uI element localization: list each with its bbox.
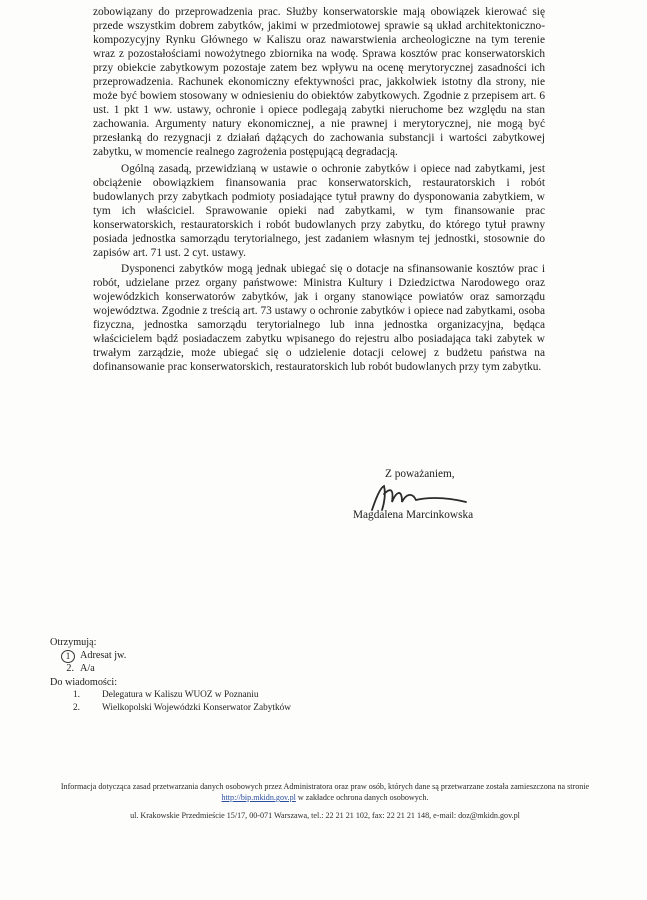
bip-link[interactable]: http://bip.mkidn.gov.pl <box>221 793 296 802</box>
recipient-number-circled: 1 <box>61 650 75 663</box>
closing-salutation: Z poważaniem, <box>385 468 455 480</box>
cc-number: 1. <box>73 690 80 700</box>
cc-text: Delegatura w Kaliszu WUOZ w Poznaniu <box>102 690 259 700</box>
recipients-list <box>50 649 291 675</box>
cc-text: Wielkopolski Wojewódzki Konserwator Zabytków <box>102 703 291 713</box>
recipient-text: A/a <box>80 663 95 674</box>
recipient-item <box>50 662 291 675</box>
cc-item <box>50 702 291 715</box>
paragraph-3: Dysponenci zabytków mogą jednak ubiegać się o dotacje na sfinansowanie kosztów prac i robót, udzielane przez organy państwowe: Ministra Kultury i Dziedzictwa Narodowego oraz wojewódzkich konserwatorów zabytków, jak i organy stanowiące powiatów oraz samorządu województwa. Zgodnie z treścią art. 73 ustawy o ochronie zabytków i opiece nad zabytkami, osoba fizyczna, jednostka samorządu terytorialnego lub inna jednostka organizacyjna, będąca właścicielem bądź posiadaczem zabytku wpisanego do rejestru albo posiadająca taki zabytek w trwałym zarządzie, może ubiegać się o udzielenie dotacji celowej z budżetu państwa na dofinansowanie prac konserwatorskich, restauratorskich lub robót budowlanych przy tym zabytku. <box>93 262 545 374</box>
recipients-block <box>50 636 291 715</box>
signer-name: Magdalena Marcinkowska <box>353 509 474 521</box>
data-protection-note <box>30 781 620 803</box>
cc-list <box>50 689 291 715</box>
recipient-item <box>50 649 291 662</box>
recipients-heading: Otrzymują: <box>50 637 97 648</box>
note-text-before: Informacja dotycząca zasad przetwarzania danych osobowych przez Administratora oraz praw osób, których dane są przetwarzane została zamieszczona na stronie <box>60 782 590 791</box>
recipient-number: 2. <box>66 663 74 674</box>
letter-body <box>93 5 545 376</box>
paragraph-1: zobowiązany do przeprowadzenia prac. Służby konserwatorskie mają obowiązek kierować się przede wszystkim dobrem zabytków, jakimi w przedmiotowej sprawie są układ architektoniczno-kompozycyjny Rynku Głównego w Kaliszu oraz nawarstwienia archeologiczne na tym terenie wraz z pozostałościami nowożytnego zbiornika na wodę. Sprawa kosztów prac konserwatorskich przy obiekcie zabytkowym pozostaje zatem bez wpływu na ocenę merytorycznej zasadności ich przeprowadzenia. Rachunek ekonomiczny efektywności prac, jakkolwiek istotny dla strony, nie może być bowiem stosowany w odniesieniu do obiektów zabytkowych. Zgodnie z przepisem art. 6 ust. 1 pkt 1 ww. ustawy, ochronie i opiece podlegają zabytki nieruchome bez względu na stan zachowania. Argumenty natury ekonomicznej, a nie prawnej i merytorycznej, nie mogą być przesłanką do rezygnacji z działań dążących do zachowania substancji i wartości zabytkowej zabytku, w momencie realnego zagrożenia postępującą degradacją. <box>93 6 545 159</box>
cc-item <box>50 689 291 702</box>
note-text-after: w zakładce ochrona danych osobowych. <box>295 793 429 802</box>
cc-number: 2. <box>73 703 80 713</box>
recipient-text: Adresat jw. <box>80 650 127 661</box>
cc-heading: Do wiadomości: <box>50 677 118 688</box>
ministry-address: ul. Krakowskie Przedmieście 15/17, 00-071 Warszawa, tel.: 22 21 21 102, fax: 22 21 21 148, e-mail: doz@mkidn.gov.pl <box>130 811 520 820</box>
paragraph-2: Ogólną zasadą, przewidzianą w ustawie o ochronie zabytków i opiece nad zabytkami, jest obciążenie obowiązkiem finansowania prac konserwatorskich, restauratorskich i robót budowlanych przy zabytkach podmioty posiadające tytuł prawny do dysponowania zabytkiem, w tym ich właściciel. Sprawowanie opieki nad zabytkami, w tym finansowanie prac konserwatorskich, restauratorskich i robót budowlanych przy zabytku, do którego tytuł prawny posiada jednostka samorządu terytorialnego, jest zadaniem własnym tej jednostki, stosownie do zapisów art. 71 ust. 2 cyt. ustawy. <box>93 162 545 259</box>
